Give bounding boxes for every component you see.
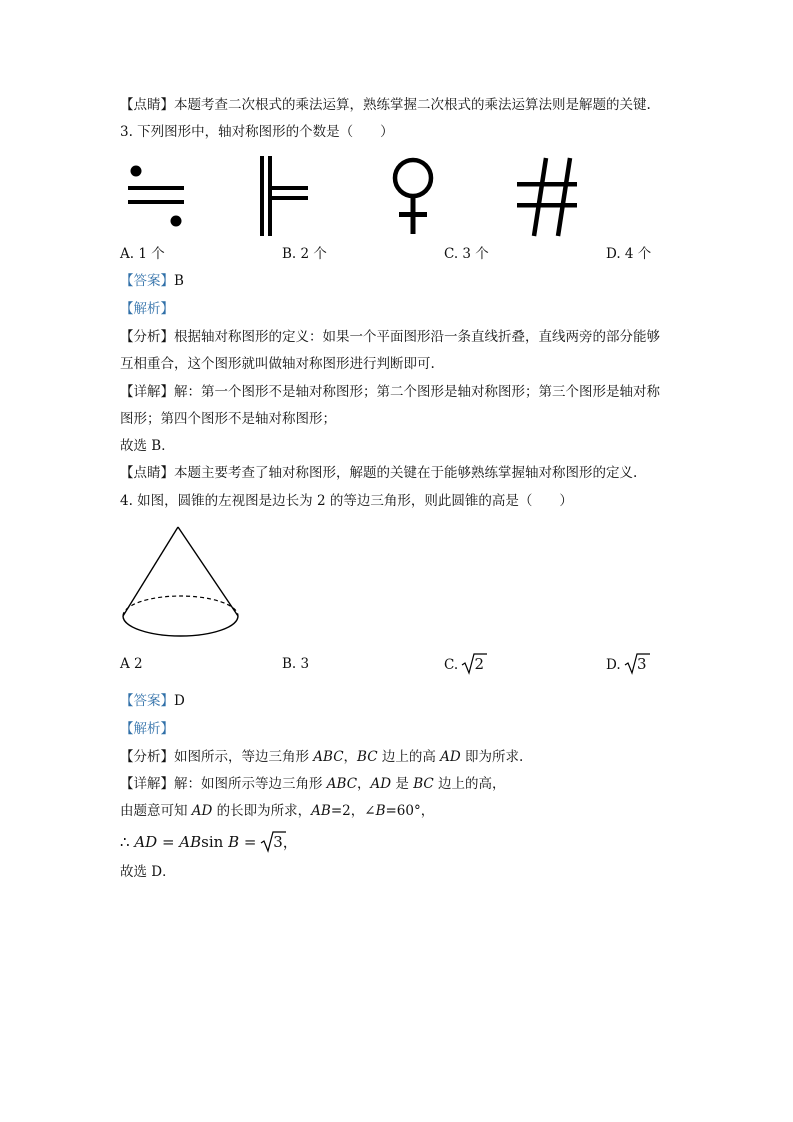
var-ab: AB <box>179 833 202 851</box>
var-bc: BC <box>357 749 378 765</box>
q3-jiexi-tag: 【解析】 <box>120 301 174 317</box>
q3-stem: 3. 下列图形中，轴对称图形的个数是（ ） <box>120 124 394 140</box>
q4-conclusion: 故选 D． <box>120 864 176 880</box>
q4-option-a: A 2 <box>120 656 143 672</box>
q4-fenxi-line <box>120 748 523 766</box>
xiangjie-text: 边上的高， <box>433 776 506 792</box>
q3-option-b: B. 2 个 <box>282 246 327 262</box>
dianjing-tag: 【点睛】 <box>120 97 174 113</box>
text: 由题意可知 <box>120 803 192 819</box>
q3-xiangjie-line-1 <box>120 383 660 401</box>
figure-divide-sign <box>128 160 188 235</box>
answer-tag: 【答案】 <box>120 273 174 289</box>
xiangjie-text-1: 解：第一个图形不是轴对称图形；第二个图形是轴对称图形；第三个图形是轴对称 <box>174 384 660 400</box>
radical-sign-icon <box>461 653 487 675</box>
q4-jiexi-tag: 【解析】 <box>120 721 174 737</box>
q3-option-a: A. 1 个 <box>120 246 165 262</box>
q3-fenxi-line-2: 互相重合，这个图形就叫做轴对称图形进行判断即可. <box>120 356 435 372</box>
q3-fenxi-line-1 <box>120 328 660 346</box>
sqrt3-value: 3 <box>636 655 647 673</box>
q4-xiangjie-line-2 <box>120 802 434 820</box>
sin-function: sin <box>201 833 224 851</box>
answer-value: B <box>174 273 184 289</box>
option-d-label: D. <box>606 657 621 673</box>
fenxi-text: 边上的高 <box>377 749 441 765</box>
q4-option-d <box>606 655 646 674</box>
text: =60°， <box>385 803 435 819</box>
q3-dianjing-line <box>120 464 637 482</box>
figure-venus-symbol <box>390 156 440 238</box>
q4-formula-line <box>120 833 298 851</box>
figure-parallel-bars <box>258 156 310 238</box>
var-ad: AD <box>370 776 392 792</box>
var-b: B <box>228 833 240 851</box>
sqrt2 <box>474 655 484 674</box>
punct: ， <box>357 776 371 792</box>
sqrt3 <box>637 655 647 674</box>
var-ad: AD <box>440 749 461 765</box>
fenxi-text-1: 根据轴对称图形的定义：如果一个平面图形沿一条直线折叠，直线两旁的部分能够 <box>174 329 660 345</box>
text: =2，∠ <box>330 803 376 819</box>
q4-stem: 4. 如图，圆锥的左视图是边长为 2 的等边三角形，则此圆锥的高是（ ） <box>120 493 573 509</box>
fenxi-text: 即为所求. <box>460 749 524 765</box>
var-ab: AB <box>311 803 331 819</box>
xiangjie-text: 是 <box>391 776 414 792</box>
q3-option-c: C. 3 个 <box>444 246 489 262</box>
xiangjie-text: 解：如图所示等边三角形 <box>174 776 327 792</box>
radical-sign-icon <box>260 831 286 853</box>
var-bc: BC <box>413 776 434 792</box>
var-b: B <box>375 803 386 819</box>
dianjing-text: 本题考查二次根式的乘法运算，熟练掌握二次根式的乘法运算法则是解题的关键. <box>174 97 651 113</box>
radical-sign-icon <box>624 653 650 675</box>
fenxi-tag: 【分析】 <box>120 329 174 345</box>
var-ad: AD <box>191 803 213 819</box>
therefore-symbol: ∴ <box>120 833 130 851</box>
equals: = <box>157 833 180 851</box>
q3-xiangjie-line-2: 图形；第四个图形不是轴对称图形； <box>120 411 336 427</box>
figure-hash-symbol <box>512 156 582 238</box>
q3-option-d: D. 4 个 <box>606 246 652 262</box>
var-abc: ABC <box>326 776 358 792</box>
q4-answer-line <box>120 692 185 710</box>
punct: ， <box>282 833 298 851</box>
var-ad: AD <box>134 833 158 851</box>
q4-xiangjie-line-1 <box>120 775 506 793</box>
equals: = <box>239 833 262 851</box>
q4-option-b: B. 3 <box>282 656 310 672</box>
q3-answer-line <box>120 272 184 290</box>
answer-value: D <box>174 693 185 709</box>
dianjing-text: 本题主要考查了轴对称图形，解题的关键在于能够熟练掌握轴对称图形的定义. <box>174 465 638 481</box>
answer-tag: 【答案】 <box>120 693 174 709</box>
q2-dianjing-line <box>120 96 651 114</box>
xiangjie-tag: 【详解】 <box>120 776 174 792</box>
punct: ， <box>343 749 358 765</box>
xiangjie-tag: 【详解】 <box>120 384 174 400</box>
sqrt3 <box>273 833 283 851</box>
q3-conclusion: 故选 B． <box>120 438 175 454</box>
var-abc: ABC <box>313 749 344 765</box>
fenxi-text: 如图所示，等边三角形 <box>174 749 314 765</box>
q4-option-c <box>444 655 484 674</box>
sqrt3-value: 3 <box>273 833 283 851</box>
dianjing-tag: 【点睛】 <box>120 465 174 481</box>
fenxi-tag: 【分析】 <box>120 749 174 765</box>
text: 的长即为所求， <box>212 803 312 819</box>
cone-figure <box>118 524 244 644</box>
sqrt2-value: 2 <box>474 655 484 673</box>
option-c-label: C. <box>444 657 459 673</box>
